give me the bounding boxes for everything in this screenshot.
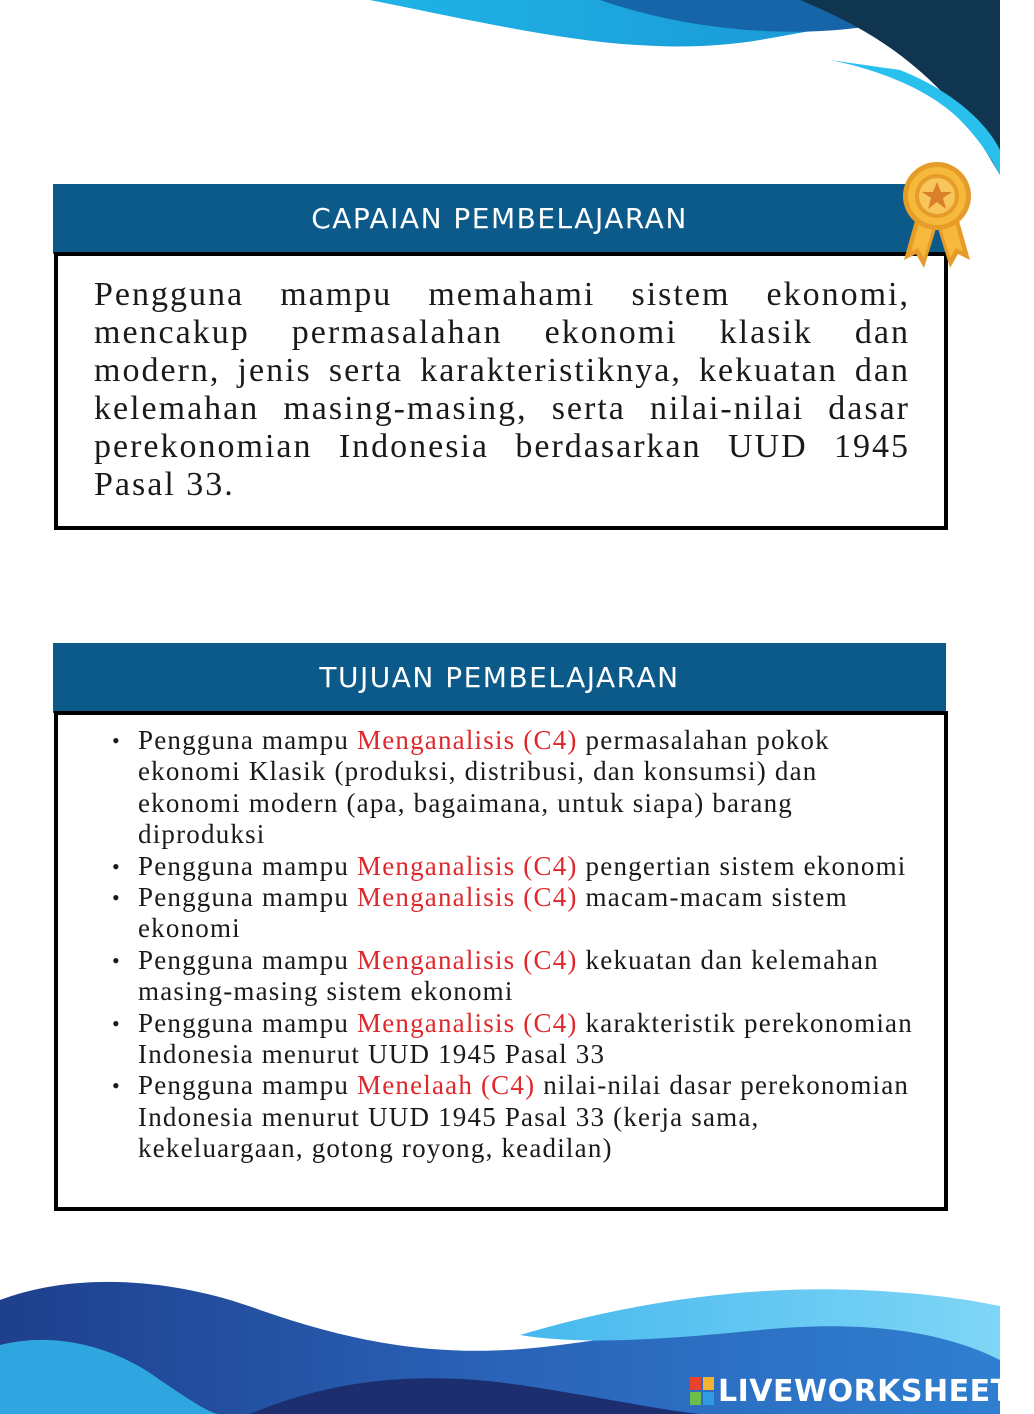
bullet-icon: •	[112, 728, 121, 753]
list-item	[112, 725, 924, 851]
item-rest: pengertian sistem ekonomi	[577, 850, 907, 881]
tujuan-list	[58, 715, 944, 1165]
capaian-text: Pengguna mampu memahami sistem ekonomi, mencakup permasalahan ekonomi klasik dan modern, jenis serta karakteristiknya, kekuatan dan kelemahan masing-masing, serta nilai-nilai dasar perekonomian Indonesia berdasarkan UUD 1945 Pasal 33.	[94, 276, 910, 503]
tujuan-header	[53, 643, 946, 713]
list-item	[112, 944, 924, 1008]
bullet-icon: •	[112, 1010, 121, 1036]
capaian-header	[53, 184, 946, 254]
medal-badge-icon	[898, 160, 976, 272]
item-verb: Menganalisis (C4)	[356, 725, 578, 755]
item-verb: Menelaah (C4)	[356, 1070, 536, 1101]
capaian-title: CAPAIAN PEMBELAJARAN	[311, 202, 688, 235]
list-item	[112, 882, 924, 945]
bullet-icon: •	[112, 853, 121, 879]
item-prefix: Pengguna mampu	[138, 1007, 357, 1038]
bullet-icon: •	[112, 1073, 121, 1099]
item-verb: Menganalisis (C4)	[356, 882, 578, 913]
item-prefix: Pengguna mampu	[138, 882, 357, 913]
item-rest: nilai-nilai dasar perekonomian Indonesia menurut UUD 1945 Pasal 33 (kerja sama, kekeluargaan, gotong royong, keadilan)	[138, 1070, 910, 1164]
list-item	[112, 1070, 924, 1164]
tujuan-box	[54, 711, 948, 1211]
item-verb: Menganalisis (C4)	[356, 850, 578, 881]
bullet-icon: •	[112, 947, 121, 973]
item-rest: kekuatan dan kelemahan masing-masing sistem ekonomi	[138, 944, 879, 1007]
liveworksheets-logo[interactable]	[690, 1374, 1034, 1408]
item-prefix: Pengguna mampu	[138, 850, 357, 881]
item-prefix: Pengguna mampu	[138, 725, 357, 755]
item-verb: Menganalisis (C4)	[356, 944, 578, 975]
list-item	[112, 1007, 924, 1071]
bullet-icon: •	[112, 885, 121, 911]
item-prefix: Pengguna mampu	[138, 944, 357, 975]
tujuan-title: TUJUAN PEMBELAJARAN	[319, 661, 680, 694]
item-verb: Menganalisis (C4)	[356, 1007, 578, 1038]
item-prefix: Pengguna mampu	[138, 1070, 357, 1101]
logo-text: LIVEWORKSHEETS	[718, 1373, 1034, 1409]
item-rest: permasalahan pokok ekonomi Klasik (produksi, distribusi, dan konsumsi) dan ekonomi modern (apa, bagaimana, untuk siapa) barang diproduksi	[138, 725, 830, 850]
live-blocks-icon	[690, 1377, 714, 1405]
item-rest: macam-macam sistem ekonomi	[138, 882, 848, 944]
capaian-box	[54, 252, 948, 530]
list-item	[112, 850, 924, 882]
item-rest: karakteristik perekonomian Indonesia menurut UUD 1945 Pasal 33	[138, 1007, 913, 1070]
